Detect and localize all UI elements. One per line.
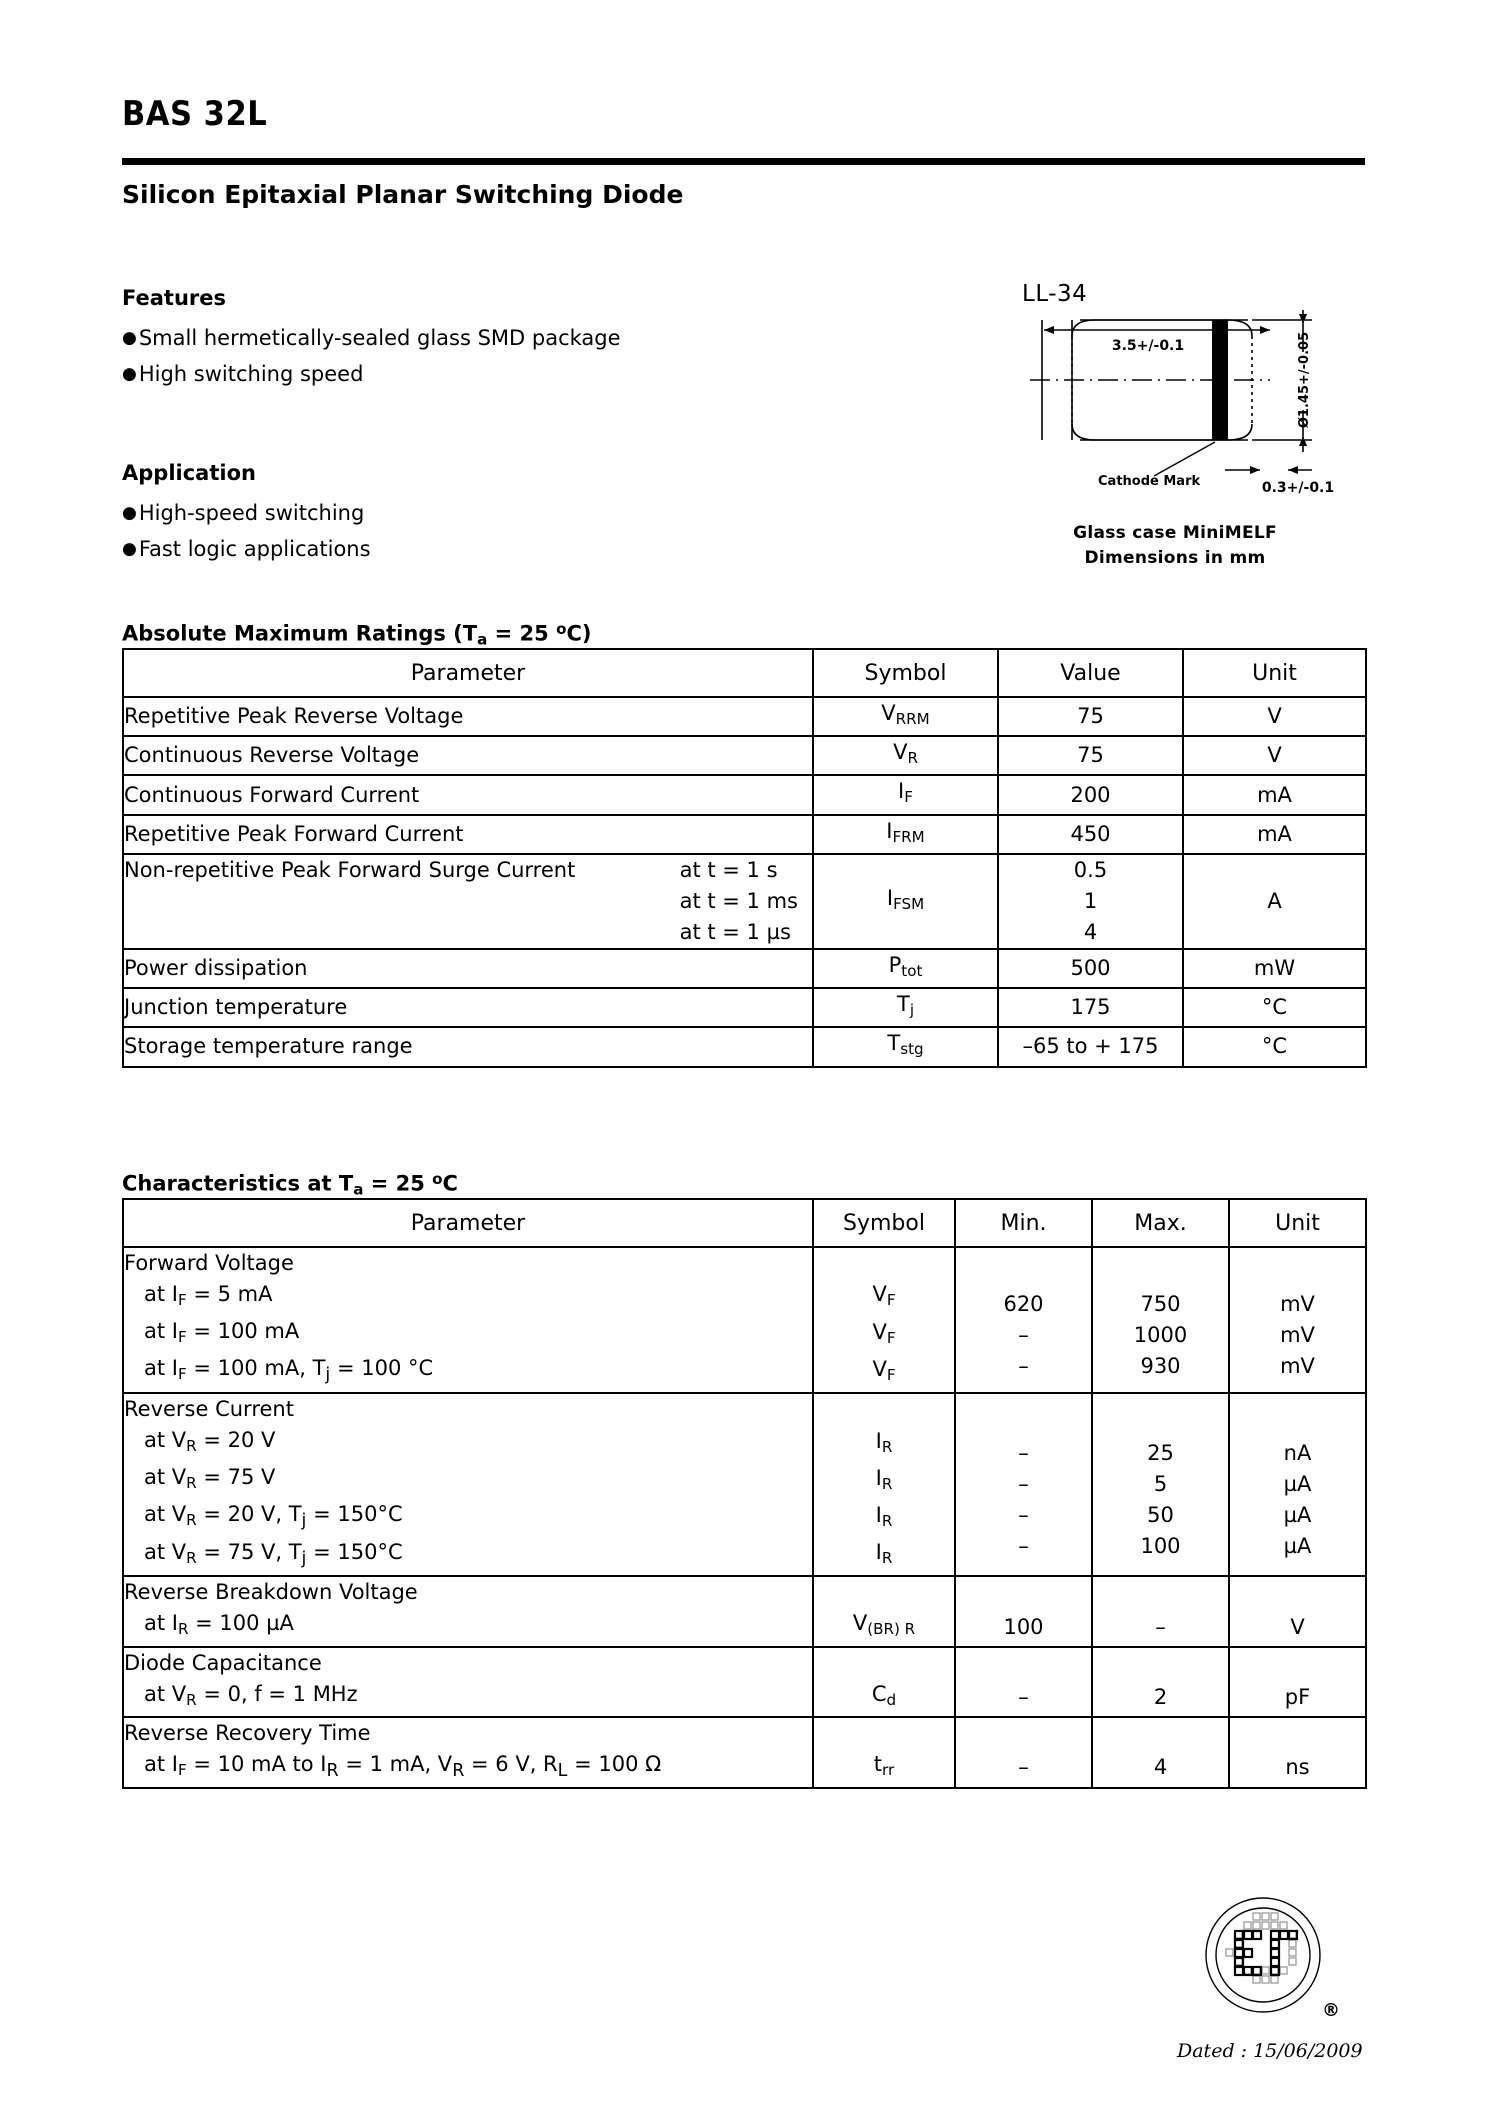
symbol-cell: $I_R$ $I_R$ $I_R$ $I_R$ (813, 1393, 955, 1577)
cathode-mark-label: Cathode Mark (1098, 474, 1201, 489)
application-item-text: High-speed switching (138, 501, 365, 525)
value-cell: 500 (998, 949, 1183, 988)
symbol-cell: $P_{tot}$ (813, 949, 998, 988)
amr-title-end: C) (566, 621, 592, 646)
parameter-cell: Diode Capacitance at $V_R = 0$, f = 1 MHz (123, 1647, 813, 1717)
min-cell: 100 (955, 1576, 1092, 1646)
parameter-cell: Continuous Forward Current (123, 775, 813, 814)
table-row (123, 949, 1366, 988)
characteristics-title (122, 1170, 458, 1199)
unit-cell: pF (1229, 1647, 1366, 1717)
bullet-icon: ● (122, 503, 137, 523)
chr-title-end: C (442, 1171, 458, 1196)
min-cell: 620 – – (955, 1247, 1092, 1393)
unit-cell: A (1183, 854, 1366, 949)
table-header-row (123, 649, 1366, 697)
features-item-text: High switching speed (138, 362, 364, 386)
page-title: BAS 32L (122, 94, 268, 134)
parameter-cell: Forward Voltage at $I_F = 5$ mA at $I_F = 100$ mA at $I_F = 100$ mA, $T_j = 100$ °C (123, 1247, 813, 1393)
parameter-cell: Reverse Recovery Time at $I_F = 10$ mA to $I_R = 1$ mA, $V_R = 6$ V, $R_L = 100$ Ω (123, 1717, 813, 1788)
table-row (123, 854, 1366, 949)
column-header: Parameter (123, 649, 813, 697)
max-cell: 2 (1092, 1647, 1229, 1717)
column-header: Symbol (813, 649, 998, 697)
unit-cell: mV mV mV (1229, 1247, 1366, 1393)
list-item (122, 320, 621, 356)
package-length-dimension: 3.5+/-0.1 (1111, 338, 1185, 354)
table-row (123, 697, 1366, 736)
column-header: Max. (1092, 1199, 1229, 1247)
amr-title-degree: o (556, 620, 567, 638)
features-list (122, 320, 621, 392)
max-cell: 25 5 50 100 (1092, 1393, 1229, 1577)
value-cell: 0.5 1 4 (998, 854, 1183, 949)
unit-cell: mA (1183, 815, 1366, 854)
package-caption-units: Dimensions in mm (1084, 548, 1266, 568)
table-row (123, 988, 1366, 1027)
amr-title-rest: = 25 (487, 621, 557, 646)
table-row (123, 1027, 1366, 1066)
chr-title-rest: = 25 (363, 1171, 433, 1196)
chr-title-sub: a (353, 1180, 364, 1199)
unit-cell: °C (1183, 1027, 1366, 1066)
registered-trademark-icon: ® (1322, 2000, 1340, 2021)
table-header-row (123, 1199, 1366, 1247)
column-header: Unit (1183, 649, 1366, 697)
table-row (123, 1647, 1366, 1717)
min-cell: – – – – (955, 1393, 1092, 1577)
max-cell: – (1092, 1576, 1229, 1646)
parameter-cell: Repetitive Peak Forward Current (123, 815, 813, 854)
symbol-cell: $I_{FRM}$ (813, 815, 998, 854)
application-list (122, 495, 371, 567)
unit-cell: nA µA µA µA (1229, 1393, 1366, 1577)
list-item (122, 495, 371, 531)
symbol-cell: $V_{(BR) R}$ (813, 1576, 955, 1646)
value-cell: 75 (998, 697, 1183, 736)
symbol-cell: $V_F$ $V_F$ $V_F$ (813, 1247, 955, 1393)
bullet-icon: ● (122, 364, 137, 384)
table-row (123, 1576, 1366, 1646)
parameter-cell: Non-repetitive Peak Forward Surge Current at t = 1 s at t = 1 ms at t = 1 µs (123, 854, 813, 949)
unit-cell: ns (1229, 1717, 1366, 1788)
value-cell: 200 (998, 775, 1183, 814)
column-header: Symbol (813, 1199, 955, 1247)
column-header: Min. (955, 1199, 1092, 1247)
symbol-cell: $V_{RRM}$ (813, 697, 998, 736)
max-cell: 4 (1092, 1717, 1229, 1788)
unit-cell: mA (1183, 775, 1366, 814)
table-row (123, 736, 1366, 775)
characteristics-table (122, 1198, 1367, 1789)
unit-cell: V (1183, 736, 1366, 775)
min-cell: – (955, 1647, 1092, 1717)
package-name-label: LL-34 (1022, 281, 1088, 307)
parameter-cell: Repetitive Peak Reverse Voltage (123, 697, 813, 736)
symbol-cell: $V_R$ (813, 736, 998, 775)
features-item-text: Small hermetically-sealed glass SMD package (138, 326, 621, 350)
symbol-cell: $T_{stg}$ (813, 1027, 998, 1066)
column-header: Unit (1229, 1199, 1366, 1247)
parameter-cell: Storage temperature range (123, 1027, 813, 1066)
chr-title-main: Characteristics at T (122, 1171, 354, 1196)
amr-title-main: Absolute Maximum Ratings (T (122, 621, 478, 646)
package-caption-case: Glass case MiniMELF (1073, 523, 1277, 543)
package-mark-width-dimension: 0.3+/-0.1 (1261, 480, 1335, 496)
value-cell: 450 (998, 815, 1183, 854)
table-row (123, 1393, 1366, 1577)
table-row (123, 775, 1366, 814)
parameter-cell: Junction temperature (123, 988, 813, 1027)
unit-cell: V (1183, 697, 1366, 736)
application-heading: Application (122, 461, 256, 485)
application-item-text: Fast logic applications (138, 537, 371, 561)
list-item (122, 356, 621, 392)
unit-cell: mW (1183, 949, 1366, 988)
title-divider (122, 158, 1365, 165)
amr-title-sub: a (477, 630, 488, 649)
value-cell: –65 to + 175 (998, 1027, 1183, 1066)
symbol-cell: $t_{rr}$ (813, 1717, 955, 1788)
chr-title-degree: o (432, 1170, 443, 1188)
max-cell: 750 1000 930 (1092, 1247, 1229, 1393)
column-header: Parameter (123, 1199, 813, 1247)
bullet-icon: ● (122, 539, 137, 559)
value-cell: 75 (998, 736, 1183, 775)
unit-cell: °C (1183, 988, 1366, 1027)
table-row (123, 1717, 1366, 1788)
symbol-cell: $C_d$ (813, 1647, 955, 1717)
unit-cell: V (1229, 1576, 1366, 1646)
value-cell: 175 (998, 988, 1183, 1027)
symbol-cell: $I_F$ (813, 775, 998, 814)
absolute-max-ratings-table (122, 648, 1367, 1068)
bullet-icon: ● (122, 328, 137, 348)
column-header: Value (998, 649, 1183, 697)
parameter-cell: Reverse Current at $V_R = 20$ V at $V_R = 75$ V at $V_R = 20$ V, $T_j = 150^\circ C$ at $V_R = 75$ V, $T_j = 150^\circ C$ (123, 1393, 813, 1577)
symbol-cell: $T_j$ (813, 988, 998, 1027)
package-diameter-dimension: Ø1.45+/-0.05 (1297, 331, 1312, 429)
parameter-cell: Reverse Breakdown Voltage at $I_R = 100$ µA (123, 1576, 813, 1646)
min-cell: – (955, 1717, 1092, 1788)
features-heading: Features (122, 286, 226, 310)
dated-label: Dated : 15/06/2009 (1177, 2040, 1363, 2062)
product-subtitle: Silicon Epitaxial Planar Switching Diode (122, 180, 684, 209)
symbol-cell: $I_{FSM}$ (813, 854, 998, 949)
list-item (122, 531, 371, 567)
table-row (123, 1247, 1366, 1393)
parameter-cell: Power dissipation (123, 949, 813, 988)
parameter-cell: Continuous Reverse Voltage (123, 736, 813, 775)
company-logo (1203, 1895, 1323, 2015)
table-row (123, 815, 1366, 854)
absolute-max-ratings-title (122, 620, 591, 649)
